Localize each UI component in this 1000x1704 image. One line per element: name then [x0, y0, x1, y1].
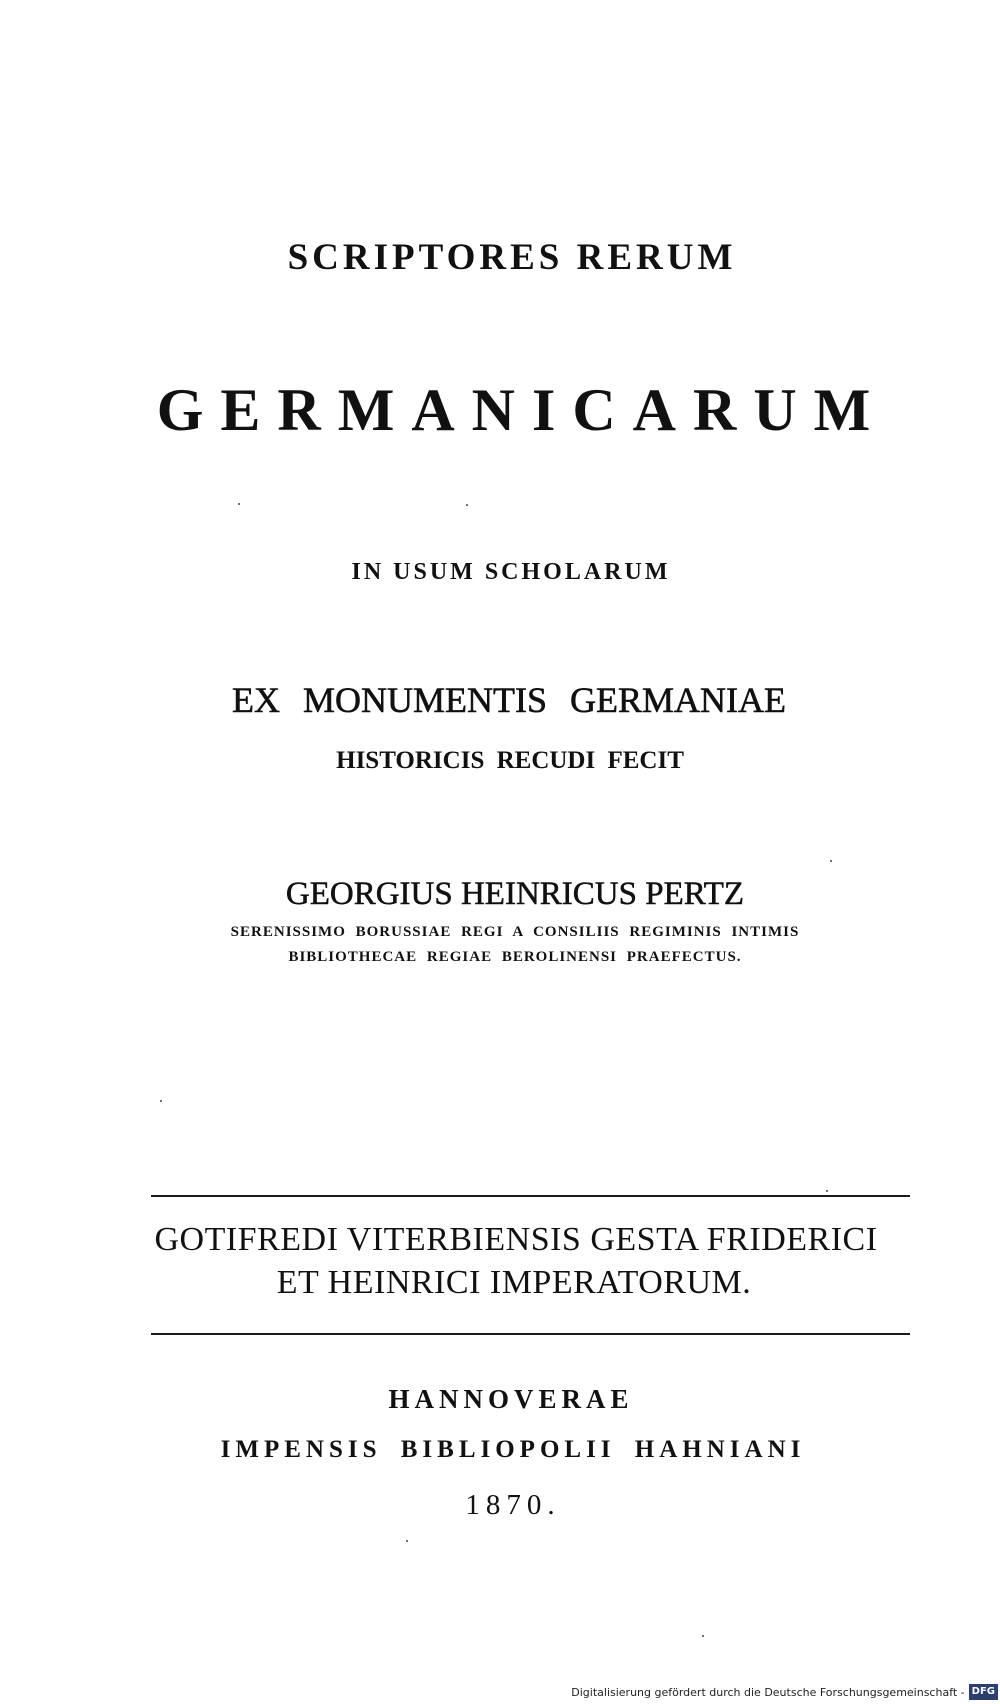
source-line-2: HISTORICIS RECUDI FECIT	[336, 747, 684, 774]
work-title-line-1: GOTIFREDI VITERBIENSIS GESTA FRIDERICI	[154, 1221, 878, 1258]
paper-speck	[466, 504, 468, 506]
editor-title-line-1: SERENISSIMO BORUSSIAE REGI A CONSILIIS REGIMINIS INTIMIS	[230, 924, 800, 940]
digitization-credit-text: Digitalisierung gefördert durch die Deutsche Forschungsgemeinschaft -	[571, 1685, 965, 1699]
series-title-line-1: SCRIPTORES RERUM	[287, 237, 737, 278]
imprint-publisher: IMPENSIS BIBLIOPOLII HAHNIANI	[220, 1436, 806, 1463]
divider-rule-bottom	[151, 1333, 910, 1335]
paper-speck	[406, 1540, 408, 1542]
series-title-line-2: GERMANICARUM	[156, 377, 888, 443]
paper-speck	[702, 1635, 704, 1637]
imprint-year: 1870.	[465, 1489, 561, 1521]
source-line-1: EX MONUMENTIS GERMANIAE	[232, 680, 786, 720]
imprint-place: HANNOVERAE	[388, 1384, 634, 1414]
dfg-logo-icon: DFG	[969, 1684, 998, 1700]
divider-rule-top	[151, 1195, 910, 1197]
work-title-line-2: ET HEINRICI IMPERATORUM.	[276, 1264, 752, 1301]
paper-speck	[238, 503, 240, 505]
paper-speck	[830, 860, 832, 862]
editor-title-line-2: BIBLIOTHECAE REGIAE BEROLINENSI PRAEFECTUS.	[288, 949, 742, 965]
editor-name: GEORGIUS HEINRICUS PERTZ	[285, 876, 745, 912]
digitization-credit	[571, 1683, 998, 1701]
paper-speck	[160, 1100, 162, 1102]
purpose-line: IN USUM SCHOLARUM	[351, 559, 671, 585]
paper-speck	[826, 1190, 828, 1192]
